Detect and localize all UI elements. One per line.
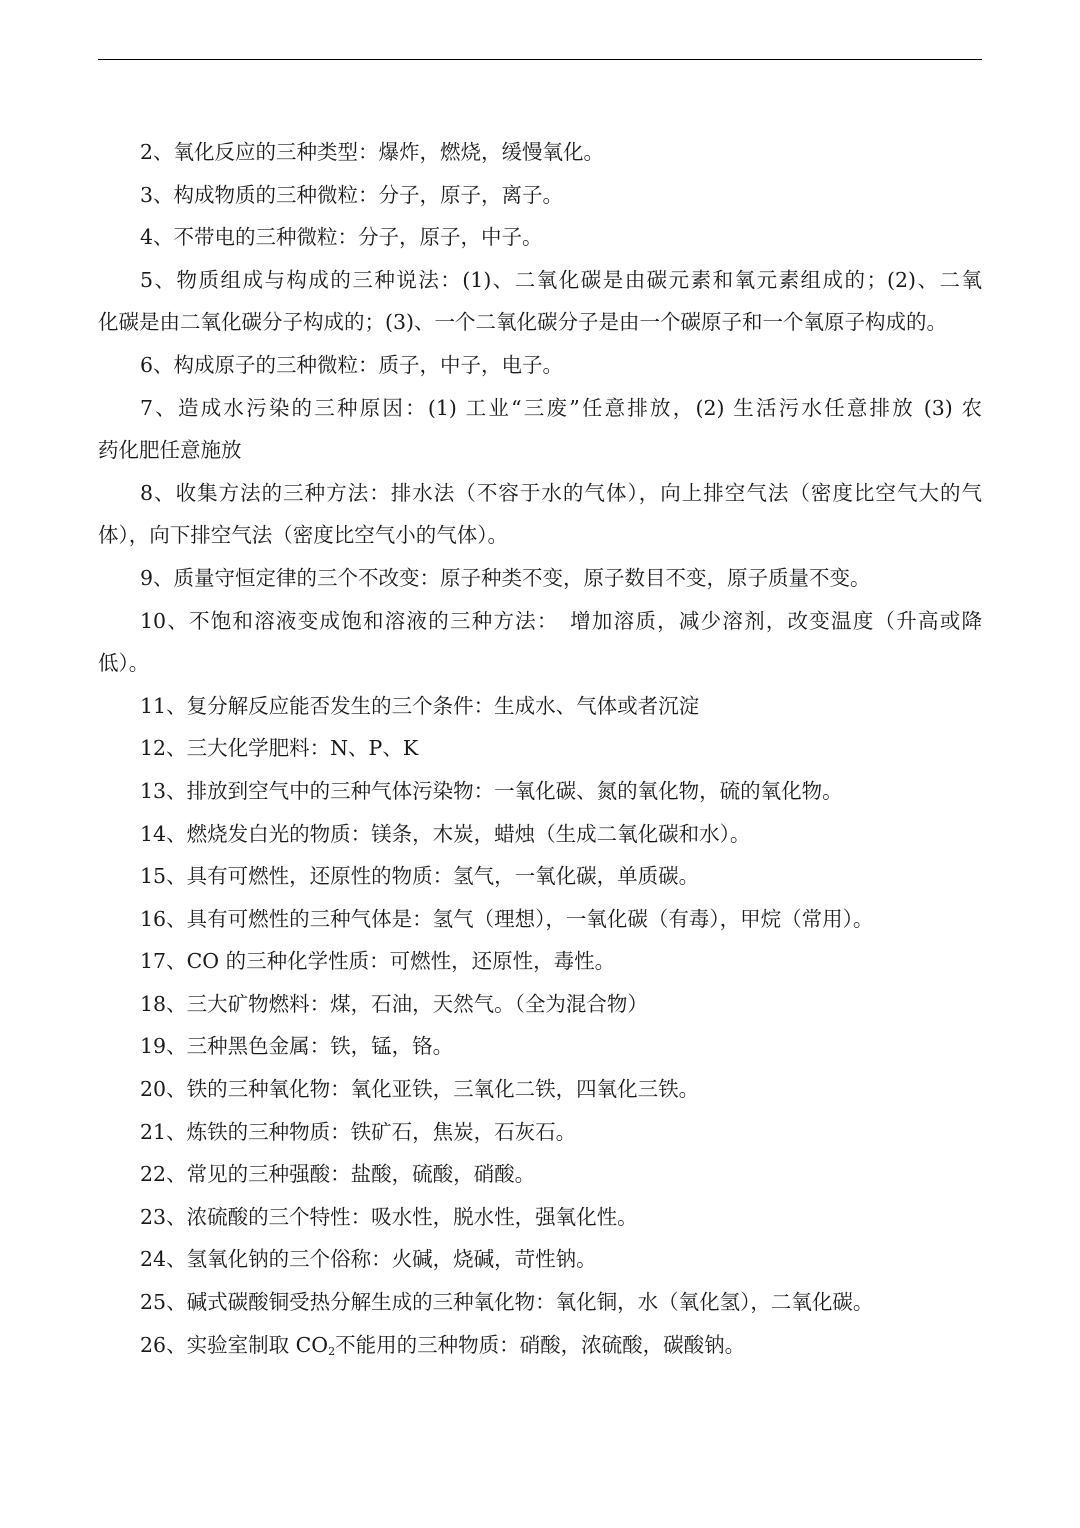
list-item-continuation: 低）。 xyxy=(98,651,150,676)
list-item: 3、构成物质的三种微粒：分子，原子，离子。 xyxy=(140,182,564,207)
list-item-continuation: 体），向下排空气法（密度比空气小的气体）。 xyxy=(98,523,508,548)
list-item: 17、CO 的三种化学性质：可燃性，还原性，毒性。 xyxy=(140,949,616,974)
list-item: 15、具有可燃性，还原性的物质：氢气，一氧化碳，单质碳。 xyxy=(140,864,700,889)
list-item-continuation: 药化肥任意施放 xyxy=(98,438,242,463)
list-item: 20、铁的三种氧化物：氧化亚铁，三氧化二铁，四氧化三铁。 xyxy=(140,1077,700,1102)
list-item: 25、碱式碳酸铜受热分解生成的三种氧化物：氧化铜，水（氧化氢），二氧化碳。 xyxy=(140,1290,874,1315)
list-item: 9、质量守恒定律的三个不改变：原子种类不变，原子数目不变，原子质量不变。 xyxy=(140,565,871,590)
list-item: 7、造成水污染的三种原因：(1) 工业“三废”任意排放，(2) 生活污水任意排放 (3) 农 xyxy=(140,395,982,420)
list-item: 24、氢氧化钠的三个俗称：火碱，烧碱，苛性钠。 xyxy=(140,1247,597,1272)
item-text: 26、实验室制取 CO xyxy=(140,1332,329,1357)
list-item: 6、构成原子的三种微粒：质子，中子，电子。 xyxy=(140,352,564,377)
list-item: 2、氧化反应的三种类型：爆炸，燃烧，缓慢氧化。 xyxy=(140,140,605,164)
list-item: 11、复分解反应能否发生的三个条件：生成水、气体或者沉淀 xyxy=(140,693,700,718)
list-item: 8、收集方法的三种方法：排水法（不容于水的气体），向上排空气法（密度比空气大的气 xyxy=(140,480,982,505)
list-item: 13、排放到空气中的三种气体污染物：一氧化碳、氮的氧化物，硫的氧化物。 xyxy=(140,778,843,803)
header-rule xyxy=(98,59,982,60)
list-item: 23、浓硫酸的三个特性：吸水性，脱水性，强氧化性。 xyxy=(140,1204,638,1229)
list-item: 22、常见的三种强酸：盐酸，硫酸，硝酸。 xyxy=(140,1162,536,1187)
list-item: 14、燃烧发白光的物质：镁条，木炭，蜡烛（生成二氧化碳和水）。 xyxy=(140,821,751,846)
list-item: 18、三大矿物燃料：煤，石油，天然气。（全为混合物） xyxy=(140,991,648,1016)
item-text: 不能用的三种物质：硝酸，浓硫酸，碳酸钠。 xyxy=(335,1332,746,1357)
list-item: 21、炼铁的三种物质：铁矿石，焦炭，石灰石。 xyxy=(140,1119,577,1144)
subscript: 2 xyxy=(328,1344,336,1358)
list-item-continuation: 化碳是由二氧化碳分子构成的；(3)、一个二氧化碳分子是由一个碳原子和一个氧原子构成的。 xyxy=(98,310,948,335)
document-body xyxy=(98,131,982,1366)
list-item: 12、三大化学肥料：N、P、K xyxy=(140,736,419,761)
list-item: 10、不饱和溶液变成饱和溶液的三种方法： 增加溶质，减少溶剂，改变温度（升高或降 xyxy=(140,608,982,633)
list-item xyxy=(98,1324,982,1367)
list-item: 19、三种黑色金属：铁，锰，铬。 xyxy=(140,1034,454,1059)
list-item: 16、具有可燃性的三种气体是：氢气（理想），一氧化碳（有毒），甲烷（常用）。 xyxy=(140,906,874,931)
list-item: 5、物质组成与构成的三种说法：(1)、二氧化碳是由碳元素和氧元素组成的；(2)、二氧 xyxy=(140,267,982,292)
list-item: 4、不带电的三种微粒：分子，原子，中子。 xyxy=(140,225,543,250)
